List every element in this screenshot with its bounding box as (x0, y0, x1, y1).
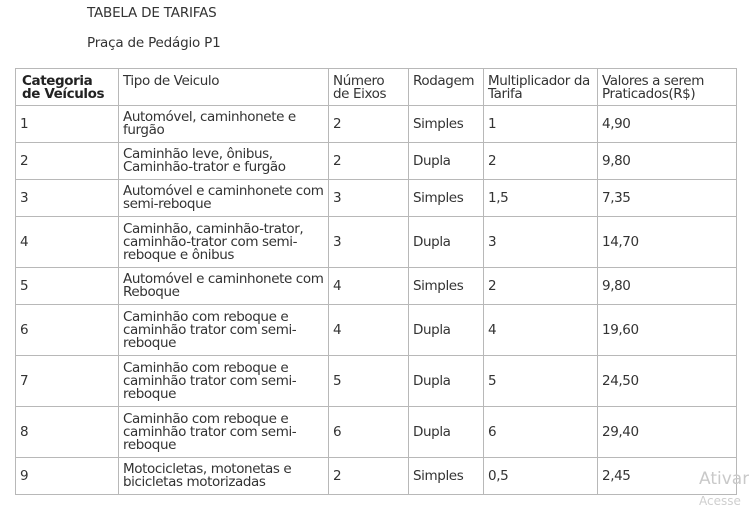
cell-categoria: 7 (16, 356, 119, 407)
activation-watermark-title: Ativar (699, 469, 749, 489)
header-eixos: Número de Eixos (329, 69, 409, 106)
cell-valor: 14,70 (598, 217, 737, 268)
cell-tipo: Caminhão com reboque e caminhão trator com semi-reboque (119, 407, 329, 458)
cell-categoria: 9 (16, 458, 119, 495)
cell-rodagem: Dupla (409, 407, 484, 458)
cell-rodagem: Simples (409, 180, 484, 217)
cell-valor: 2,45 (598, 458, 737, 495)
header-valores: Valores a serem Praticados(R$) (598, 69, 737, 106)
cell-tipo: Caminhão leve, ônibus, Caminhão-trator e furgão (119, 143, 329, 180)
tariff-table (15, 68, 737, 495)
cell-eixos: 3 (329, 180, 409, 217)
cell-valor: 29,40 (598, 407, 737, 458)
table-row (16, 356, 737, 407)
cell-tipo: Caminhão com reboque e caminhão trator com semi-reboque (119, 305, 329, 356)
cell-categoria: 1 (16, 106, 119, 143)
cell-valor: 4,90 (598, 106, 737, 143)
table-row (16, 217, 737, 268)
cell-rodagem: Dupla (409, 143, 484, 180)
cell-categoria: 3 (16, 180, 119, 217)
cell-multiplicador: 0,5 (484, 458, 598, 495)
cell-tipo: Motocicletas, motonetas e bicicletas motorizadas (119, 458, 329, 495)
cell-eixos: 2 (329, 458, 409, 495)
table-row (16, 106, 737, 143)
cell-multiplicador: 6 (484, 407, 598, 458)
header-tipo: Tipo de Veiculo (119, 69, 329, 106)
cell-eixos: 4 (329, 305, 409, 356)
cell-rodagem: Dupla (409, 217, 484, 268)
header-categoria: Categoria de Veículos (16, 69, 119, 106)
table-row (16, 143, 737, 180)
cell-rodagem: Simples (409, 458, 484, 495)
cell-valor: 24,50 (598, 356, 737, 407)
document-title: TABELA DE TARIFAS (87, 5, 217, 21)
table-row (16, 458, 737, 495)
table-row (16, 268, 737, 305)
cell-rodagem: Simples (409, 268, 484, 305)
cell-multiplicador: 2 (484, 268, 598, 305)
header-rodagem: Rodagem (409, 69, 484, 106)
cell-multiplicador: 1,5 (484, 180, 598, 217)
activation-watermark-subtitle: Acesse (699, 494, 741, 506)
cell-eixos: 2 (329, 143, 409, 180)
cell-valor: 7,35 (598, 180, 737, 217)
cell-eixos: 3 (329, 217, 409, 268)
table-row (16, 407, 737, 458)
cell-multiplicador: 3 (484, 217, 598, 268)
cell-categoria: 6 (16, 305, 119, 356)
cell-rodagem: Dupla (409, 356, 484, 407)
cell-valor: 9,80 (598, 143, 737, 180)
cell-valor: 19,60 (598, 305, 737, 356)
cell-eixos: 6 (329, 407, 409, 458)
cell-valor: 9,80 (598, 268, 737, 305)
cell-eixos: 2 (329, 106, 409, 143)
cell-tipo: Caminhão com reboque e caminhão trator com semi-reboque (119, 356, 329, 407)
cell-rodagem: Dupla (409, 305, 484, 356)
cell-categoria: 4 (16, 217, 119, 268)
cell-eixos: 5 (329, 356, 409, 407)
cell-tipo: Automóvel, caminhonete e furgão (119, 106, 329, 143)
cell-eixos: 4 (329, 268, 409, 305)
cell-tipo: Automóvel e caminhonete com Reboque (119, 268, 329, 305)
cell-categoria: 5 (16, 268, 119, 305)
document-subtitle: Praça de Pedágio P1 (87, 35, 221, 51)
table-row (16, 305, 737, 356)
cell-multiplicador: 4 (484, 305, 598, 356)
cell-multiplicador: 2 (484, 143, 598, 180)
header-multiplicador: Multiplicador da Tarifa (484, 69, 598, 106)
cell-tipo: Automóvel e caminhonete com semi-reboque (119, 180, 329, 217)
cell-multiplicador: 5 (484, 356, 598, 407)
cell-categoria: 8 (16, 407, 119, 458)
cell-multiplicador: 1 (484, 106, 598, 143)
cell-rodagem: Simples (409, 106, 484, 143)
cell-categoria: 2 (16, 143, 119, 180)
cell-tipo: Caminhão, caminhão-trator, caminhão-trator com semi-reboque e ônibus (119, 217, 329, 268)
table-header-row (16, 69, 737, 106)
table-row (16, 180, 737, 217)
